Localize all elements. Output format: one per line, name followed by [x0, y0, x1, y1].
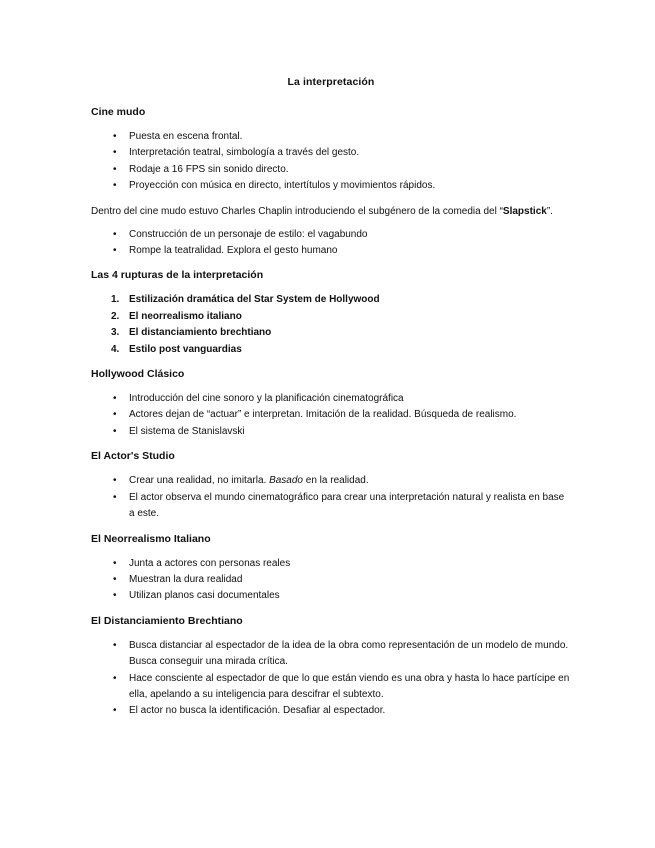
list-item	[91, 129, 571, 145]
bullet-icon: •	[113, 491, 117, 503]
list-item-text-end: en la realidad.	[303, 475, 369, 487]
chaplin-paragraph	[91, 204, 571, 220]
bullet-icon: •	[113, 163, 117, 175]
list-item-text: Busca distanciar al espectador de la idea de la obra como representación de un modelo de mundo. Busca conseguir una mirada crítica.	[129, 639, 569, 668]
section-actors-studio	[91, 449, 571, 522]
list-item-text: Muestran la dura realidad	[129, 573, 243, 585]
heading-cine-mudo: Cine mudo	[91, 106, 146, 118]
slapstick-term: Slapstick	[502, 205, 547, 217]
section-rupturas	[91, 268, 571, 358]
bullet-icon: •	[113, 147, 117, 159]
list-item	[91, 572, 571, 588]
paragraph-text-end: ”.	[546, 205, 553, 217]
bullet-icon: •	[113, 590, 117, 602]
list-item	[91, 227, 571, 243]
list-item-text: Interpretación teatral, simbología a través del gesto.	[129, 147, 360, 159]
paragraph-text: Dentro del cine mudo estuvo Charles Chaplin introduciendo el subgénero de la comedia del “	[91, 205, 503, 217]
bullet-icon: •	[113, 705, 117, 717]
bullet-icon: •	[113, 573, 117, 585]
list-item-text: Proyección con música en directo, intertítulos y movimientos rápidos.	[129, 180, 436, 192]
list-item	[91, 145, 571, 161]
item-number: 1.	[111, 294, 120, 306]
list-item	[91, 407, 571, 423]
section-brechtiano	[91, 614, 571, 720]
item-number: 3.	[111, 327, 120, 339]
list-item	[91, 556, 571, 572]
list-item	[91, 638, 571, 671]
heading-rupturas: Las 4 rupturas de la interpretación	[91, 269, 264, 282]
list-item	[91, 473, 571, 489]
document-title: La interpretación	[287, 76, 375, 88]
bullet-icon: •	[113, 639, 117, 651]
list-item-text: Construcción de un personaje de estilo: el vagabundo	[129, 228, 368, 240]
numbered-item-text: Estilo post vanguardias	[129, 343, 242, 355]
list-item-text: El sistema de Stanislavski	[129, 425, 245, 437]
bullet-icon: •	[113, 245, 117, 257]
list-item	[91, 588, 571, 604]
bullet-icon: •	[113, 425, 117, 437]
list-item	[91, 424, 571, 440]
italic-term: Basado	[269, 475, 303, 487]
list-item-text: El actor no busca la identificación. Desafiar al espectador.	[129, 705, 386, 717]
bullet-icon: •	[113, 409, 117, 421]
list-item-text: Junta a actores con personas reales	[129, 557, 291, 569]
list-hollywood	[91, 391, 571, 440]
list-item	[91, 703, 571, 719]
bullet-icon: •	[113, 672, 117, 684]
list-actors-studio	[91, 473, 571, 522]
list-chaplin	[91, 227, 571, 260]
list-item	[91, 243, 571, 259]
list-brechtiano	[91, 638, 571, 720]
list-item	[91, 490, 571, 523]
list-item-text: Crear una realidad, no imitarla.	[129, 475, 270, 487]
list-item-text: Puesta en escena frontal.	[129, 131, 243, 142]
list-item	[91, 162, 571, 178]
list-item-text: Rodaje a 16 FPS sin sonido directo.	[129, 163, 289, 175]
numbered-item	[91, 292, 571, 308]
heading-neorrealismo: El Neorrealismo Italiano	[91, 532, 211, 545]
numbered-item-text: Estilización dramática del Star System de Hollywood	[129, 294, 380, 306]
list-item-text: Hace consciente al espectador de que lo que están viendo es una obra y hasta lo hace partícipe en ella, apelando a su inteligencia para descifrar el subtexto.	[129, 672, 570, 700]
section-neorrealismo	[91, 532, 571, 605]
heading-actors-studio: El Actor's Studio	[91, 450, 175, 463]
list-item-text: Utilizan planos casi documentales	[129, 590, 280, 602]
bullet-icon: •	[113, 131, 117, 142]
section-hollywood	[91, 367, 571, 440]
list-item-text: Actores dejan de “actuar” e interpretan. Imitación de la realidad. Búsqueda de realismo.	[129, 409, 517, 421]
heading-hollywood: Hollywood Clásico	[91, 368, 185, 381]
numbered-item-text: El neorrealismo italiano	[129, 310, 242, 322]
list-item-text: El actor observa el mundo cinematográfico para crear una interpretación natural y realista en base a este.	[129, 491, 565, 520]
list-item	[91, 178, 571, 194]
item-number: 4.	[111, 343, 120, 355]
list-cine-mudo	[91, 129, 571, 195]
item-number: 2.	[111, 310, 120, 322]
list-item	[91, 671, 571, 704]
list-rupturas	[91, 292, 571, 358]
list-neorrealismo	[91, 556, 571, 605]
numbered-item	[91, 325, 571, 341]
bullet-icon: •	[113, 180, 117, 192]
list-item-text: Rompe la teatralidad. Explora el gesto humano	[129, 245, 338, 257]
bullet-icon: •	[113, 393, 117, 405]
bullet-icon: •	[113, 557, 117, 569]
numbered-item	[91, 309, 571, 325]
numbered-item-text: El distanciamiento brechtiano	[129, 327, 272, 339]
list-item	[91, 391, 571, 407]
document-page	[91, 76, 571, 729]
list-item-text: Introducción del cine sonoro y la planificación cinematográfica	[129, 393, 404, 405]
bullet-icon: •	[113, 228, 117, 240]
numbered-item	[91, 342, 571, 358]
bullet-icon: •	[113, 475, 117, 487]
section-cine-mudo	[91, 105, 571, 259]
heading-brechtiano: El Distanciamiento Brechtiano	[91, 614, 243, 627]
